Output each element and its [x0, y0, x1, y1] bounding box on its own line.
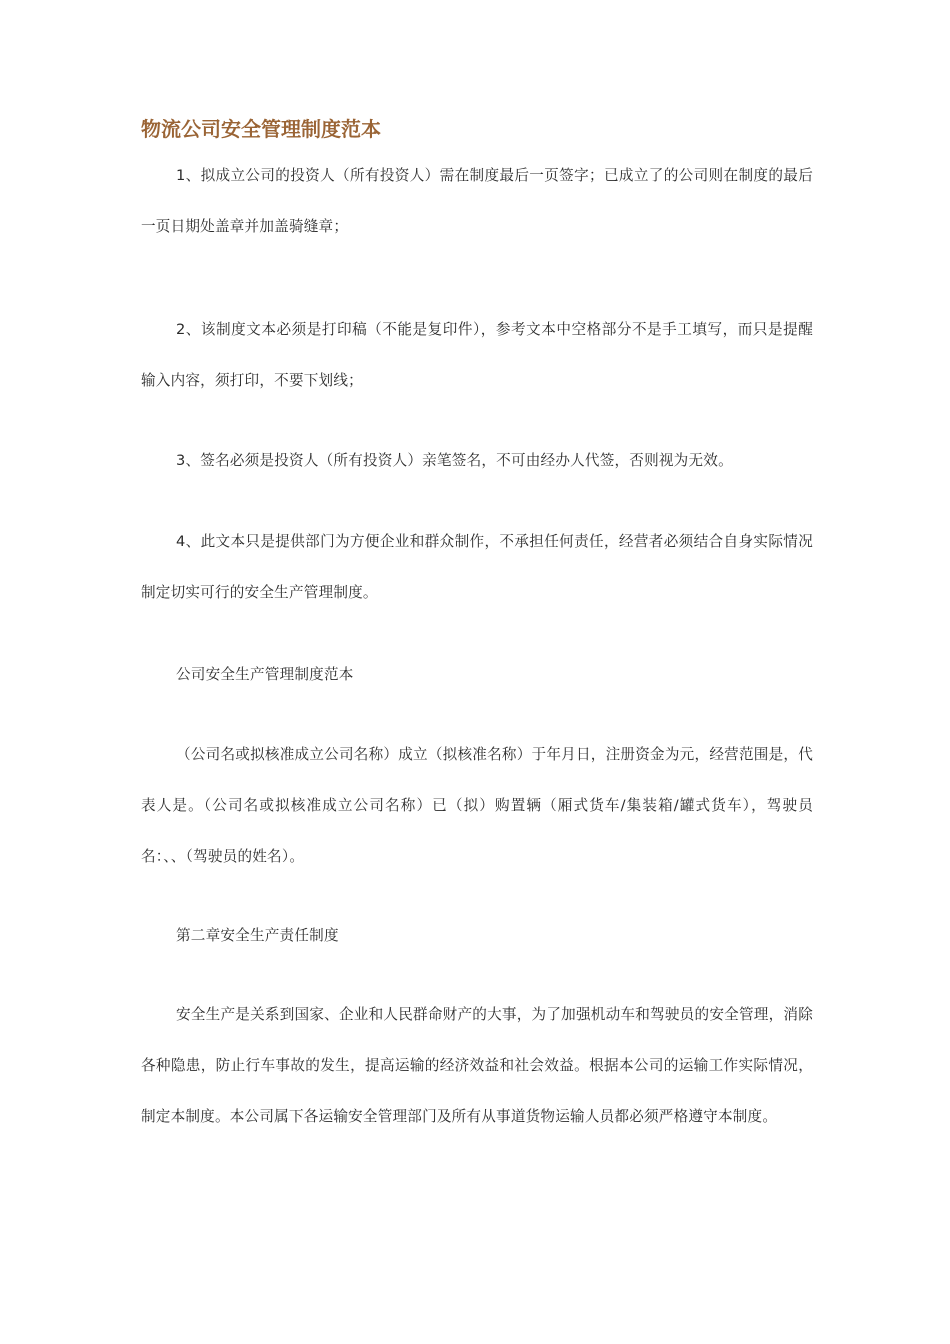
document-title: 物流公司安全管理制度范本 [141, 117, 381, 141]
paragraph-notice-4: 4、此文本只是提供部门为方便企业和群众制作，不承担任何责任，经营者必须结合自身实际情况制定切实可行的安全生产管理制度。 [141, 533, 813, 601]
paragraph-safety-intro: 安全生产是关系到国家、企业和人民群命财产的大事，为了加强机动车和驾驶员的安全管理，消除各种隐患，防止行车事故的发生，提高运输的经济效益和社会效益。根据本公司的运输工作实际情况，制定本制度。本公司属下各运输安全管理部门及所有从事道货物运输人员都必须严格遵守本制度。 [141, 1006, 813, 1125]
paragraph-notice-3: 3、签名必须是投资人（所有投资人）亲笔签名，不可由经办人代签，否则视为无效。 [176, 452, 733, 469]
section-heading-template: 公司安全生产管理制度范本 [176, 666, 354, 683]
paragraph-notice-2: 2、该制度文本必须是打印稿（不能是复印件），参考文本中空格部分不是手工填写，而只是提醒输入内容，须打印，不要下划线； [141, 321, 813, 389]
section-heading-chapter-2: 第二章安全生产责任制度 [176, 927, 339, 944]
paragraph-company-info: （公司名或拟核准成立公司名称）成立（拟核准名称）于年月日，注册资金为元，经营范围是，代表人是。（公司名或拟核准成立公司名称）已（拟）购置辆（厢式货车/集装箱/罐式货车），驾驶员名：、、（驾驶员的姓名）。 [141, 746, 813, 865]
paragraph-notice-1: 1、拟成立公司的投资人（所有投资人）需在制度最后一页签字；已成立了的公司则在制度的最后一页日期处盖章并加盖骑缝章； [141, 167, 813, 235]
